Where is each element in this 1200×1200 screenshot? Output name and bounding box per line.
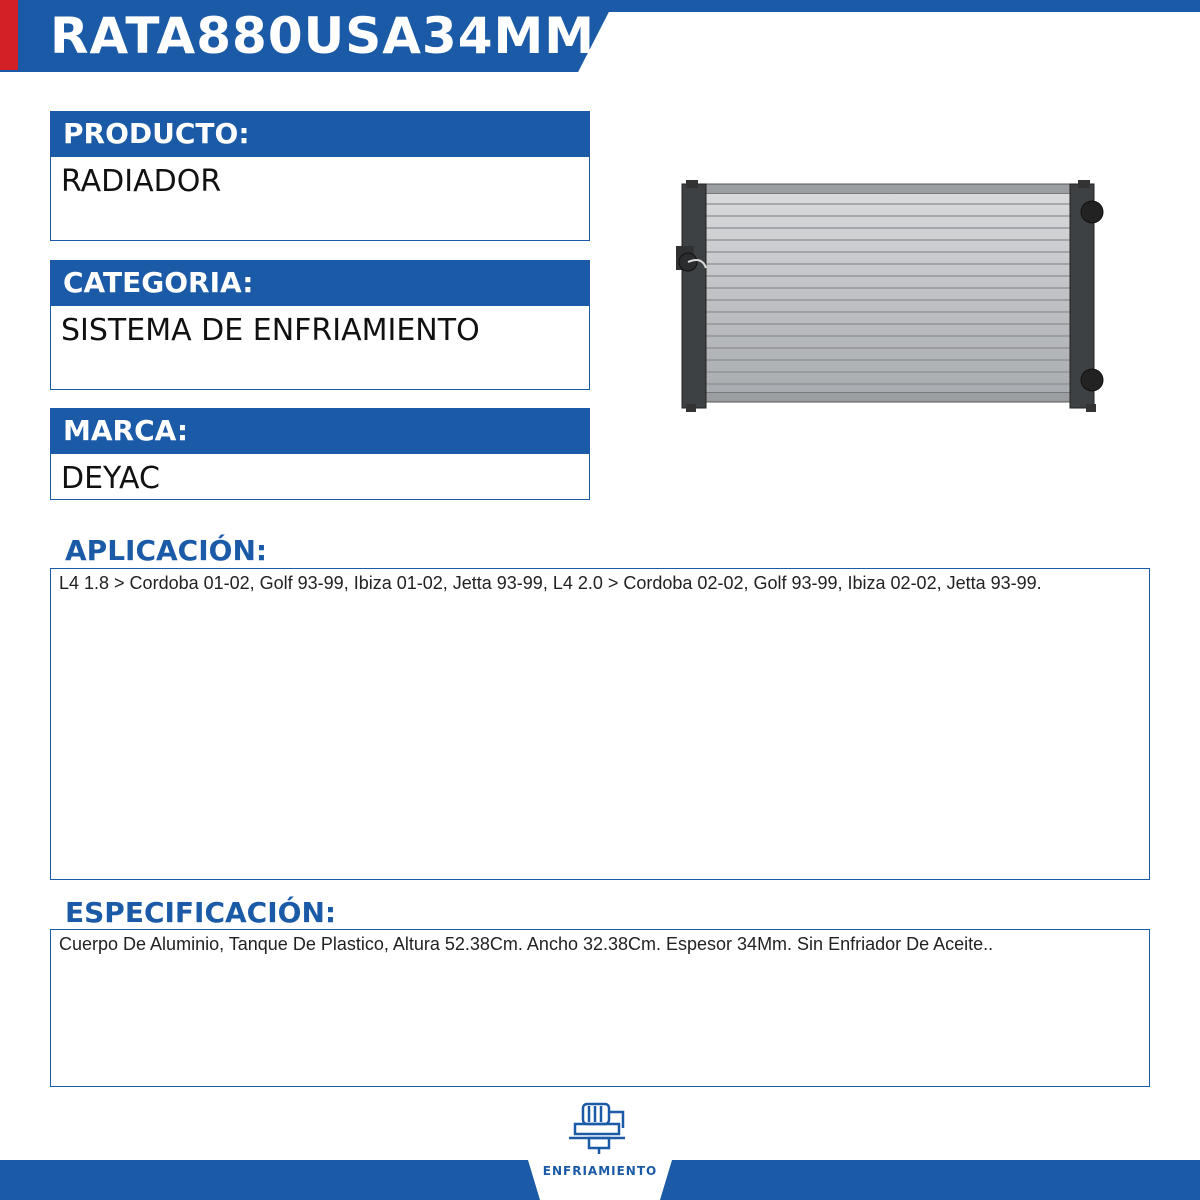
especificacion-box: [50, 929, 1150, 1087]
categoria-label: CATEGORIA:: [50, 260, 590, 306]
field-producto: [50, 111, 590, 241]
radiator-product-image: [672, 178, 1104, 414]
producto-value: RADIADOR: [50, 157, 590, 241]
producto-label: PRODUCTO:: [50, 111, 590, 157]
categoria-value: SISTEMA DE ENFRIAMIENTO: [50, 306, 590, 390]
marca-label: MARCA:: [50, 408, 590, 454]
red-accent: [0, 0, 18, 70]
marca-value: DEYAC: [50, 454, 590, 500]
field-marca: [50, 408, 590, 500]
aplicacion-text: L4 1.8 > Cordoba 01-02, Golf 93-99, Ibiza 01-02, Jetta 93-99, L4 2.0 > Cordoba 02-02, Golf 93-99, Ibiza 02-02, Jetta 93-99.: [59, 573, 1042, 593]
category-label: ENFRIAMIENTO: [542, 1164, 658, 1178]
water-pump-icon: [565, 1100, 635, 1158]
field-categoria: [50, 260, 590, 390]
especificacion-heading: ESPECIFICACIÓN:: [65, 896, 337, 929]
especificacion-text: Cuerpo De Aluminio, Tanque De Plastico, Altura 52.38Cm. Ancho 32.38Cm. Espesor 34Mm. Sin Enfriador De Aceite..: [59, 934, 994, 954]
aplicacion-heading: APLICACIÓN:: [65, 534, 268, 567]
part-number-title: RATA880USA34MM: [50, 7, 596, 65]
aplicacion-box: [50, 568, 1150, 880]
